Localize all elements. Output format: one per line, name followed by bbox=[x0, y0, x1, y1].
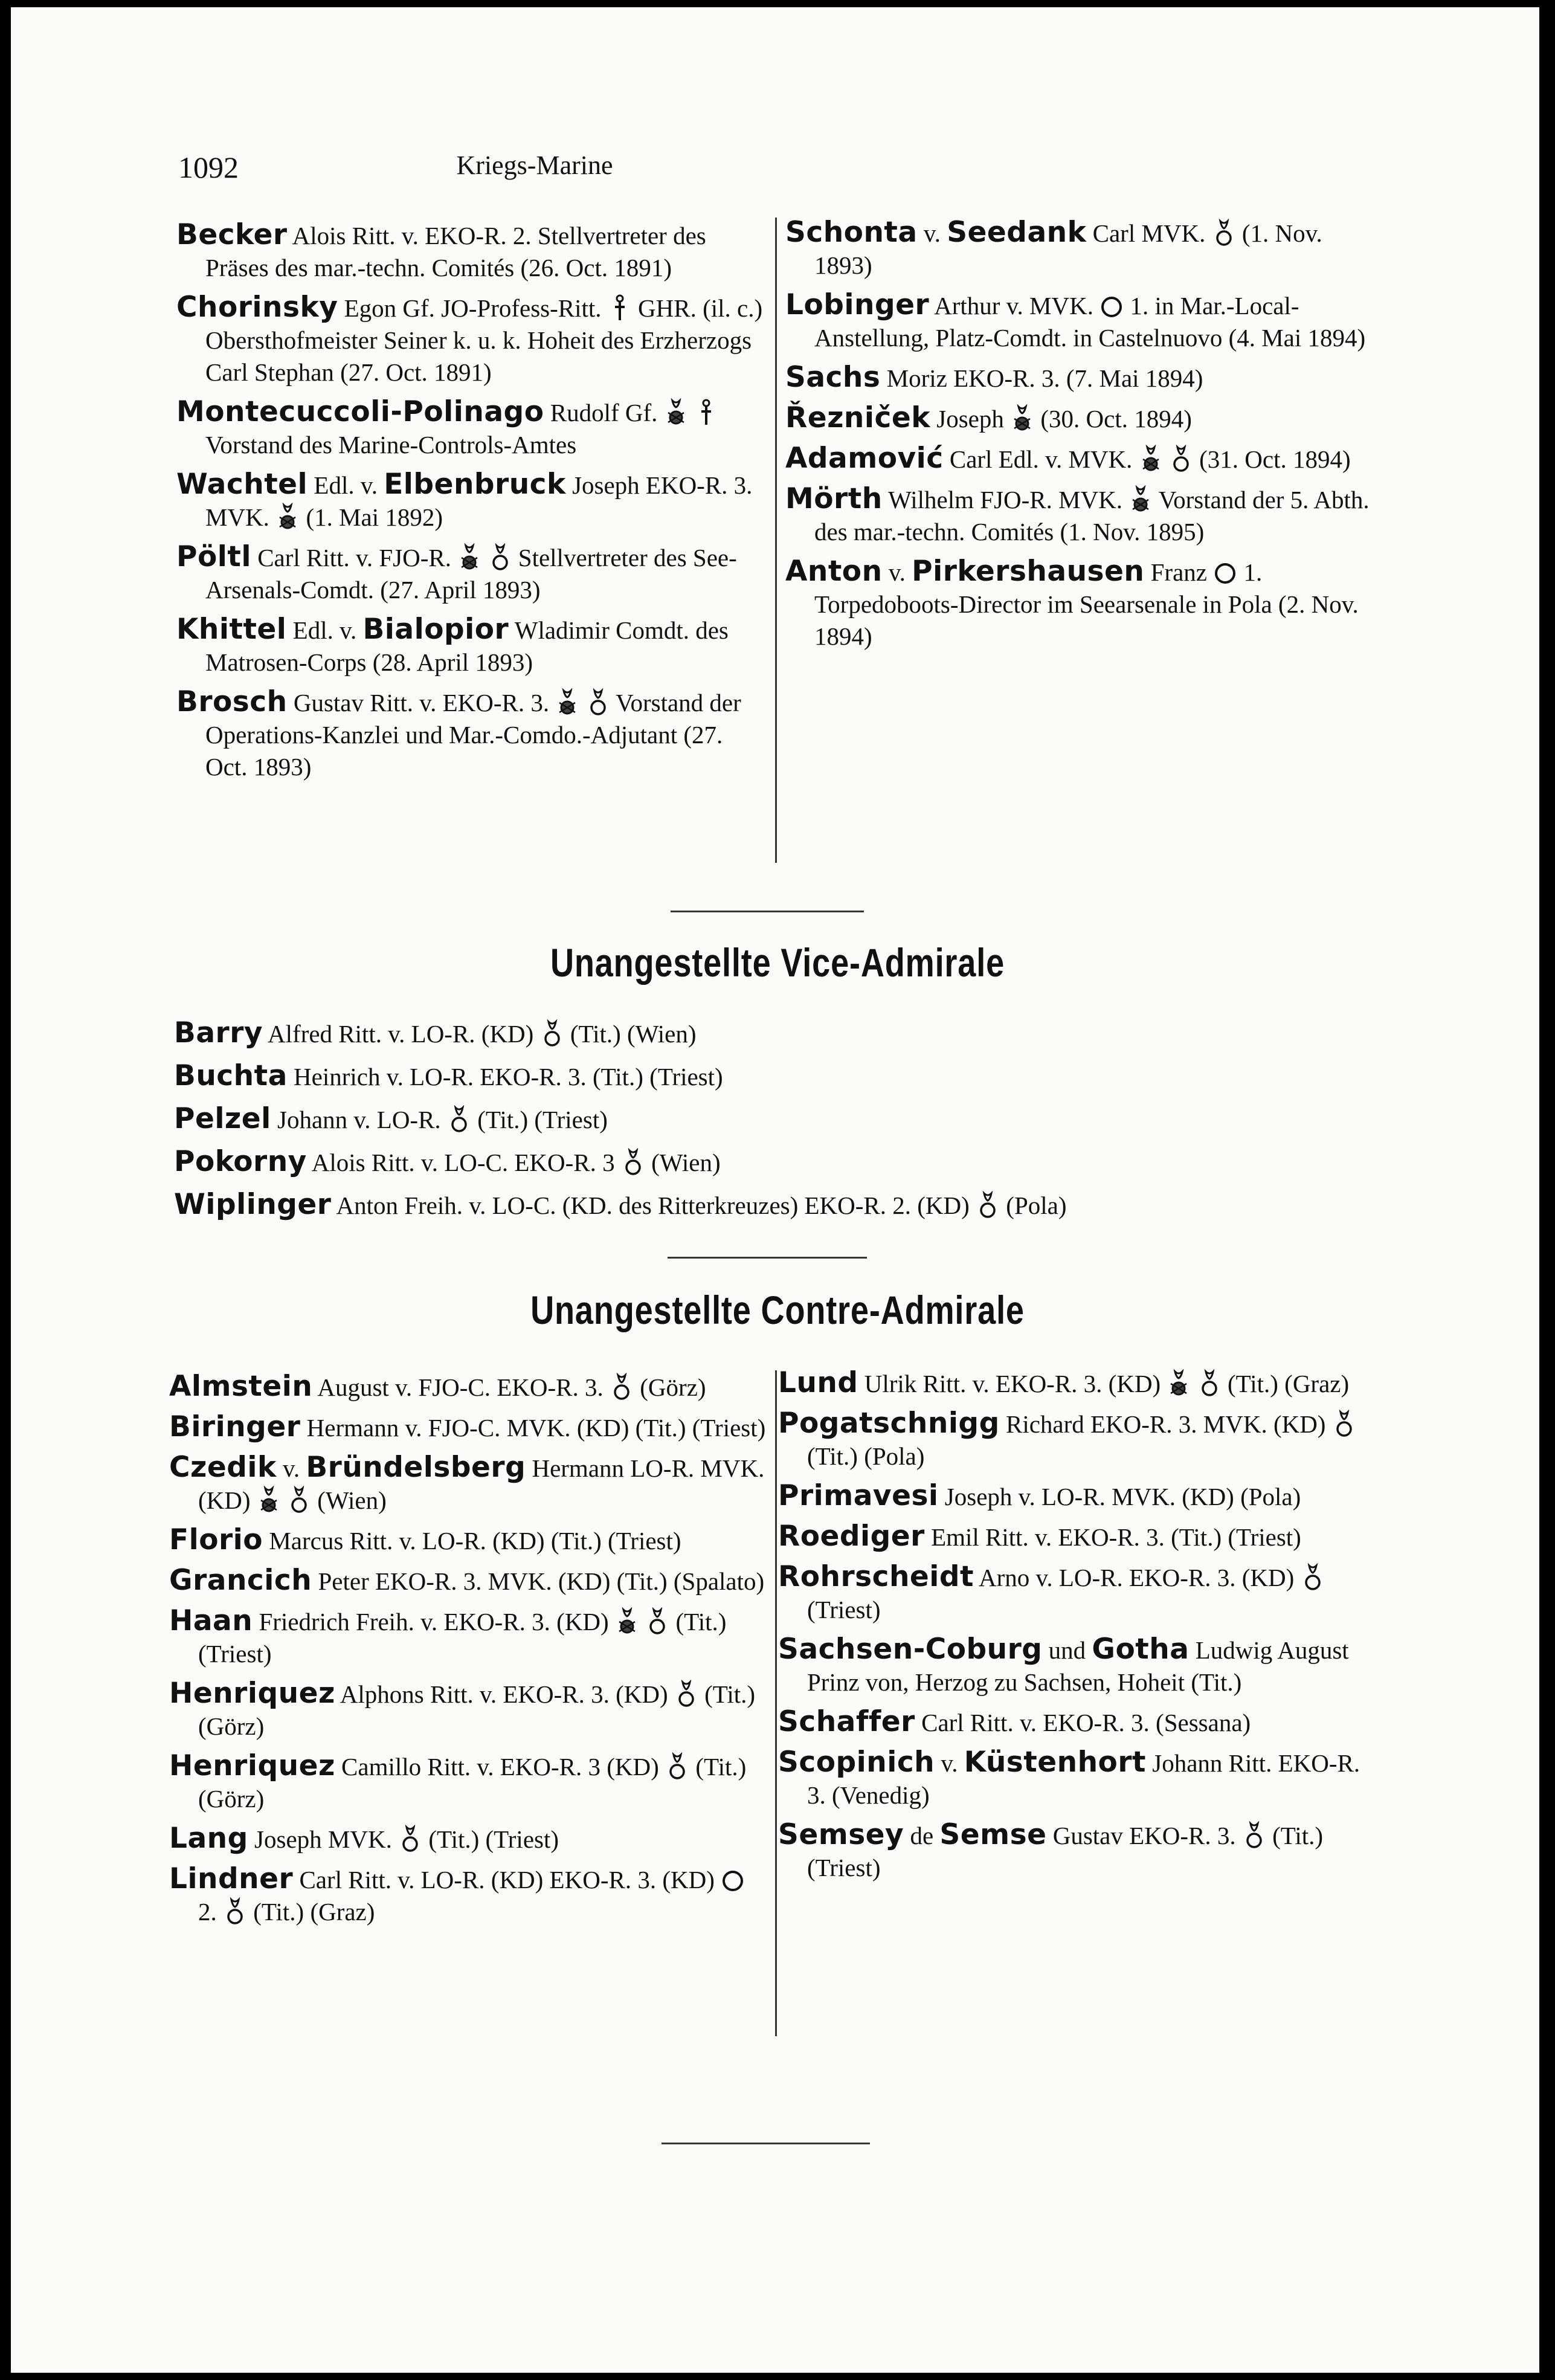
surname: Pöltl bbox=[176, 540, 251, 573]
entry-text: August v. FJO-C. EKO-R. 3. bbox=[312, 1373, 610, 1401]
surname: Bründelsberg bbox=[306, 1451, 526, 1484]
surname: Wachtel bbox=[176, 468, 308, 501]
entry-text: Joseph v. LO-R. MVK. (KD) (Pola) bbox=[938, 1483, 1301, 1511]
surname: Florio bbox=[169, 1523, 263, 1556]
entry bbox=[778, 1520, 1373, 1553]
wreath-medal-icon bbox=[664, 398, 688, 427]
entry-text: Carl Edl. v. MVK. bbox=[943, 445, 1139, 473]
entry-text: Vorstand der 5. Abth. des mar.-techn. Comités (1. Nov. 1895) bbox=[814, 486, 1370, 546]
medal-icon bbox=[223, 1897, 247, 1926]
medal-icon bbox=[398, 1825, 422, 1854]
entry-text: Heinrich v. LO-R. EKO-R. 3. (Tit.) (Triest) bbox=[287, 1063, 723, 1091]
entry bbox=[174, 1098, 1370, 1141]
entry-text: 2. bbox=[198, 1898, 223, 1926]
surname: Becker bbox=[176, 218, 288, 251]
wreath-medal-icon bbox=[615, 1607, 639, 1636]
entry-text: Carl Ritt. v. EKO-R. 3. (Sessana) bbox=[915, 1709, 1251, 1737]
entry-text: Friedrich Freih. v. EKO-R. 3. (KD) bbox=[253, 1608, 615, 1636]
entry bbox=[176, 541, 768, 606]
entry-text bbox=[1163, 445, 1169, 473]
entry-text: Ulrik Ritt. v. EKO-R. 3. (KD) bbox=[858, 1370, 1167, 1398]
entry-text: (1. Nov. 1893) bbox=[814, 219, 1322, 279]
surname: Henriquez bbox=[169, 1749, 335, 1782]
entry-text: Carl Ritt. v. FJO-R. bbox=[251, 544, 458, 572]
entry bbox=[778, 1561, 1373, 1626]
entry bbox=[778, 1706, 1373, 1739]
medal-icon bbox=[488, 543, 512, 572]
entry bbox=[176, 468, 768, 534]
entry bbox=[176, 291, 768, 389]
surname: Semse bbox=[939, 1818, 1047, 1851]
entry-text: v. bbox=[935, 1749, 964, 1777]
wreath-medal-icon bbox=[257, 1486, 281, 1515]
entry-text: (30. Oct. 1894) bbox=[1034, 405, 1192, 433]
surname: Gotha bbox=[1092, 1633, 1190, 1666]
surname: Roediger bbox=[778, 1520, 925, 1553]
column-divider bbox=[775, 218, 777, 863]
entry-text: (Tit.) (Graz) bbox=[247, 1898, 375, 1926]
medal-icon bbox=[1332, 1410, 1356, 1439]
entry-text: v. bbox=[882, 558, 912, 586]
entry-text: Emil Ritt. v. EKO-R. 3. (Tit.) (Triest) bbox=[924, 1523, 1301, 1551]
entry-text: Alois Ritt. v. LO-C. EKO-R. 3 bbox=[306, 1149, 621, 1176]
entry-text: Franz bbox=[1144, 558, 1214, 586]
entry-text: 1. Torpedoboots-Director im Seearsenale in Pola (2. Nov. 1894) bbox=[814, 558, 1359, 650]
medal-icon bbox=[447, 1105, 471, 1134]
surname: Biringer bbox=[169, 1410, 301, 1443]
surname: Pelzel bbox=[174, 1102, 271, 1135]
entry-text: Arthur v. MVK. bbox=[929, 292, 1100, 320]
entry-text: Camillo Ritt. v. EKO-R. 3 (KD) bbox=[335, 1753, 666, 1781]
wreath-medal-icon bbox=[457, 543, 481, 572]
surname: Pokorny bbox=[174, 1145, 307, 1178]
entry-text: Egon Gf. JO-Profess-Ritt. bbox=[338, 294, 608, 322]
surname: Sachsen-Coburg bbox=[778, 1633, 1043, 1666]
entry-text: Ludwig August Prinz von, Herzog zu Sachsen, Hoheit (Tit.) bbox=[807, 1636, 1349, 1696]
entry bbox=[785, 289, 1383, 354]
entry bbox=[778, 1819, 1373, 1884]
surname: Pogatschnigg bbox=[778, 1407, 1000, 1440]
surname: Primavesi bbox=[778, 1479, 939, 1512]
entry-text: Rudolf Gf. bbox=[544, 399, 664, 427]
surname: Adamović bbox=[785, 442, 944, 475]
entry-text bbox=[579, 689, 585, 717]
wreath-medal-icon bbox=[1167, 1369, 1191, 1398]
ring-icon bbox=[1099, 291, 1124, 320]
entry-text: Johann Ritt. EKO-R. 3. (Venedig) bbox=[807, 1749, 1360, 1809]
ring-icon bbox=[1213, 558, 1237, 587]
entry-text: (Tit.) (Triest) bbox=[807, 1822, 1324, 1882]
entry bbox=[785, 555, 1383, 653]
surname: Buchta bbox=[174, 1059, 288, 1092]
surname: Pirkershausen bbox=[912, 555, 1145, 588]
entry-text: Peter EKO-R. 3. MVK. (KD) (Tit.) (Spalato) bbox=[312, 1567, 765, 1595]
surname: Sachs bbox=[785, 361, 881, 394]
entry-text: de bbox=[904, 1822, 940, 1849]
entry-text: 1. in Mar.-Local-Anstellung, Platz-Comdt. in Castelnuovo (4. Mai 1894) bbox=[814, 292, 1366, 352]
entry-text: Edl. v. bbox=[307, 471, 384, 499]
entry-text: (Görz) bbox=[634, 1373, 706, 1401]
surname: Schaffer bbox=[778, 1705, 915, 1738]
entry bbox=[176, 396, 768, 461]
entry-text: v. bbox=[917, 219, 947, 247]
surname: Henriquez bbox=[169, 1677, 335, 1710]
entry bbox=[174, 1184, 1370, 1227]
entry bbox=[176, 219, 768, 284]
entry-text bbox=[1191, 1370, 1197, 1398]
entry-text: (Pola) bbox=[1000, 1192, 1067, 1219]
surname: Chorinsky bbox=[176, 291, 338, 324]
entry-text: Johann v. LO-R. bbox=[271, 1106, 447, 1134]
entry-text: Moriz EKO-R. 3. (7. Mai 1894) bbox=[880, 364, 1203, 392]
entry bbox=[785, 361, 1383, 395]
wreath-medal-icon bbox=[1128, 485, 1153, 514]
entry-text: (Tit.) (Pola) bbox=[807, 1442, 925, 1470]
medal-icon bbox=[976, 1191, 1000, 1220]
entry-text: (Tit.) (Triest) bbox=[471, 1106, 608, 1134]
surname: Scopinich bbox=[778, 1746, 935, 1779]
entry-text: Joseph EKO-R. 3. MVK. bbox=[205, 471, 753, 531]
entry-text: (Tit.) (Wien) bbox=[564, 1020, 697, 1048]
entry-text: (Tit.) (Görz) bbox=[198, 1753, 747, 1813]
entry bbox=[778, 1633, 1373, 1698]
entry-text: Joseph MVK. bbox=[248, 1825, 399, 1853]
running-title: Kriegs-Marine bbox=[456, 150, 613, 180]
entry-text: (31. Oct. 1894) bbox=[1193, 445, 1351, 473]
entry-text: Stellvertreter des See-Arsenals-Comdt. (27. April 1893) bbox=[205, 544, 737, 604]
page-header bbox=[178, 150, 891, 198]
wreath-medal-icon bbox=[555, 688, 579, 717]
medal-icon bbox=[621, 1148, 645, 1177]
entry bbox=[778, 1480, 1373, 1513]
entry-text: Wilhelm FJO-R. MVK. bbox=[882, 486, 1129, 514]
separator-rule bbox=[662, 2143, 870, 2144]
entry-text: Joseph bbox=[930, 405, 1011, 433]
entry-text: GHR. (il. c.) Obersthofmeister Seiner k. u. k. Hoheit des Erzherzogs Carl Stephan (27. Oct. 1891) bbox=[205, 294, 763, 386]
entry-text: Gustav EKO-R. 3. bbox=[1046, 1822, 1242, 1849]
entry bbox=[169, 1451, 767, 1517]
surname: Küstenhort bbox=[964, 1746, 1146, 1779]
entry-text: Hermann LO-R. MVK. (KD) bbox=[198, 1454, 765, 1514]
medal-icon bbox=[586, 688, 610, 717]
entry bbox=[169, 1863, 767, 1928]
medal-icon bbox=[665, 1752, 689, 1781]
medal-icon bbox=[1169, 445, 1193, 474]
entry-text: (Tit.) (Triest) bbox=[422, 1825, 559, 1853]
contre-left-column bbox=[169, 1370, 767, 1928]
entry-text: Vorstand der Operations-Kanzlei und Mar.-Comdo.-Adjutant (27. Oct. 1893) bbox=[205, 689, 741, 781]
entry-text: Anton Freih. v. LO-C. (KD. des Ritterkreuzes) EKO-R. 2. (KD) bbox=[331, 1192, 976, 1219]
entry-text: Alfred Ritt. v. LO-R. (KD) bbox=[263, 1020, 540, 1048]
entry-text: Edl. v. bbox=[286, 616, 363, 644]
entry-text bbox=[639, 1608, 645, 1636]
entry bbox=[174, 1141, 1370, 1184]
entry bbox=[785, 216, 1383, 282]
entry-text: v. bbox=[276, 1454, 306, 1482]
entry bbox=[169, 1822, 767, 1856]
wreath-medal-icon bbox=[275, 503, 300, 532]
entry-text: Wladimir Comdt. des Matrosen-Corps (28. April 1893) bbox=[205, 616, 729, 676]
entry-text: Arno v. LO-R. EKO-R. 3. (KD) bbox=[974, 1564, 1301, 1592]
entry bbox=[169, 1524, 767, 1557]
entry-text: Richard EKO-R. 3. MVK. (KD) bbox=[999, 1410, 1332, 1438]
cross-insignia-icon bbox=[608, 294, 632, 323]
surname: Montecuccoli-Polinago bbox=[176, 395, 544, 428]
entry-text: und bbox=[1042, 1636, 1092, 1664]
medal-icon bbox=[287, 1486, 311, 1515]
entry-text: (Tit.) (Graz) bbox=[1221, 1370, 1350, 1398]
entry bbox=[785, 483, 1383, 548]
medal-icon bbox=[540, 1019, 564, 1048]
wreath-medal-icon bbox=[1139, 445, 1163, 474]
entry bbox=[169, 1750, 767, 1815]
medal-icon bbox=[1242, 1821, 1266, 1850]
surname: Haan bbox=[169, 1604, 253, 1637]
surname: Grancich bbox=[169, 1564, 312, 1597]
medal-icon bbox=[1301, 1563, 1325, 1592]
surname: Wiplinger bbox=[174, 1188, 332, 1221]
page-number: 1092 bbox=[178, 150, 239, 184]
section-title-contre-admirale: Unangestellte Contre-Admirale bbox=[530, 1288, 1025, 1332]
surname: Lobinger bbox=[785, 288, 930, 321]
entry-text: Hermann v. FJO-C. MVK. (KD) (Tit.) (Triest) bbox=[300, 1414, 766, 1442]
entry bbox=[174, 1012, 1370, 1055]
separator-rule bbox=[671, 911, 864, 912]
entry-text: Alois Ritt. v. EKO-R. 2. Stellvertreter des Präses des mar.-techn. Comités (26. Oct. 1891) bbox=[205, 222, 706, 282]
medal-icon bbox=[645, 1607, 669, 1636]
surname: Elbenbruck bbox=[384, 468, 566, 501]
entry bbox=[169, 1564, 767, 1598]
entry-text bbox=[281, 1486, 287, 1514]
top-left-column bbox=[176, 219, 768, 783]
surname: Barry bbox=[174, 1016, 263, 1050]
top-right-column bbox=[785, 216, 1383, 653]
surname: Mörth bbox=[785, 482, 883, 515]
separator-rule bbox=[668, 1257, 867, 1259]
surname: Seedank bbox=[947, 216, 1087, 249]
entry bbox=[785, 442, 1383, 476]
entry bbox=[176, 613, 768, 679]
surname: Řezniček bbox=[785, 401, 930, 434]
surname: Semsey bbox=[778, 1818, 904, 1851]
entry-text: (Triest) bbox=[807, 1596, 881, 1624]
entry-text: (Tit.) (Görz) bbox=[198, 1680, 756, 1740]
medal-icon bbox=[610, 1373, 634, 1402]
entry bbox=[169, 1605, 767, 1670]
contre-right-column bbox=[778, 1367, 1373, 1884]
entry-text: Alphons Ritt. v. EKO-R. 3. (KD) bbox=[335, 1680, 674, 1708]
ring-icon bbox=[721, 1865, 745, 1894]
surname: Lindner bbox=[169, 1862, 294, 1895]
entry-text: (Wien) bbox=[311, 1486, 387, 1514]
entry-text: (Tit.) (Triest) bbox=[198, 1608, 727, 1668]
surname: Brosch bbox=[176, 685, 288, 718]
vice-admirale-list bbox=[174, 1012, 1370, 1227]
entry-text: Marcus Ritt. v. LO-R. (KD) (Tit.) (Triest) bbox=[263, 1527, 681, 1555]
entry-text bbox=[481, 544, 488, 572]
entry-text: Carl MVK. bbox=[1086, 219, 1212, 247]
column-divider bbox=[775, 1370, 777, 2036]
surname: Khittel bbox=[176, 613, 287, 646]
medal-icon bbox=[1197, 1369, 1222, 1398]
entry bbox=[785, 402, 1383, 435]
entry bbox=[778, 1746, 1373, 1811]
entry bbox=[778, 1407, 1373, 1472]
surname: Lund bbox=[778, 1366, 858, 1399]
entry bbox=[176, 686, 768, 783]
entry bbox=[169, 1370, 767, 1404]
entry-text: Vorstand des Marine-Controls-Amtes bbox=[205, 431, 577, 459]
entry-text: (Wien) bbox=[645, 1149, 721, 1176]
entry bbox=[174, 1055, 1370, 1098]
section-title-vice-admirale: Unangestellte Vice-Admirale bbox=[550, 940, 1005, 985]
entry-text: Carl Ritt. v. LO-R. (KD) EKO-R. 3. (KD) bbox=[293, 1866, 721, 1894]
entry-text bbox=[688, 399, 694, 427]
surname: Schonta bbox=[785, 216, 918, 249]
wreath-medal-icon bbox=[1010, 404, 1034, 433]
surname: Bialopior bbox=[362, 613, 509, 646]
medal-icon bbox=[674, 1680, 698, 1709]
surname: Rohrscheidt bbox=[778, 1560, 974, 1593]
surname: Anton bbox=[785, 555, 883, 588]
surname: Czedik bbox=[169, 1451, 277, 1484]
surname: Almstein bbox=[169, 1370, 313, 1403]
surname: Lang bbox=[169, 1822, 248, 1855]
cross-insignia-icon bbox=[694, 398, 718, 427]
entry-text: Gustav Ritt. v. EKO-R. 3. bbox=[287, 689, 556, 717]
entry bbox=[169, 1411, 767, 1444]
entry-text: (1. Mai 1892) bbox=[300, 503, 443, 531]
entry bbox=[169, 1677, 767, 1743]
medal-icon bbox=[1212, 219, 1236, 248]
entry bbox=[778, 1367, 1373, 1400]
